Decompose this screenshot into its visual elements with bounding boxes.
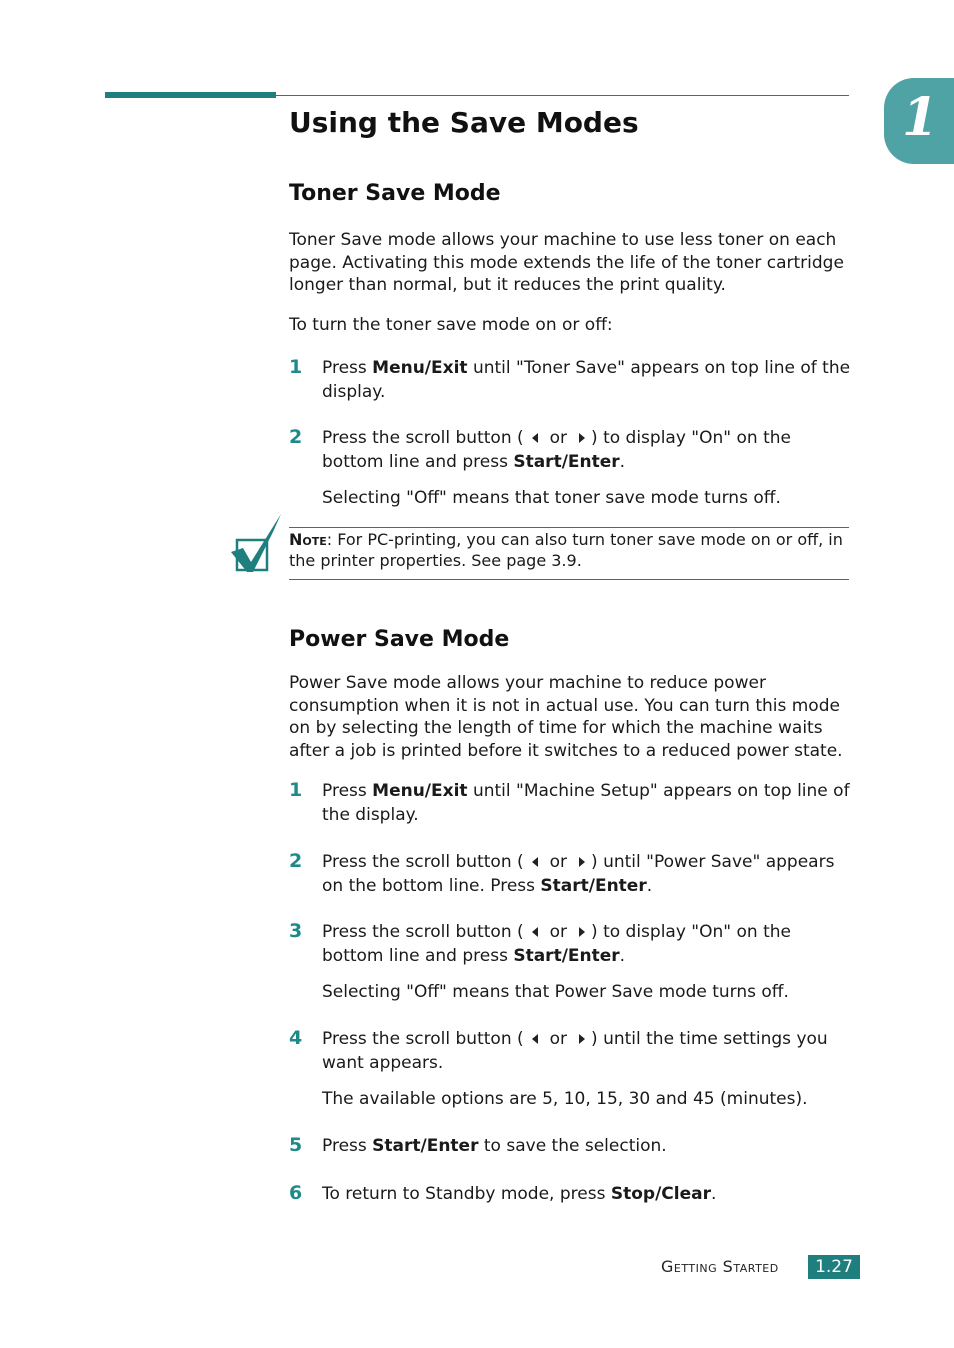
- power-step-4-subtext: The available options are 5, 10, 15, 30 and 45 (minutes).: [322, 1089, 808, 1109]
- checkmark-note-icon: [229, 512, 285, 576]
- toner-lead: To turn the toner save mode on or off:: [289, 315, 613, 335]
- page-number: 1.27: [808, 1255, 860, 1279]
- toner-intro: Toner Save mode allows your machine to use less toner on each page. Activating this mode extends the life of the toner cartridge longer than normal, but it reduces the print quality.: [289, 230, 844, 295]
- power-step-2-text: Press the scroll button ( or ) until "Power Save" appears on the bottom line. Press Start/Enter.: [322, 852, 835, 896]
- scroll-left-icon: [532, 1034, 538, 1044]
- power-step-3-subtext: Selecting "Off" means that Power Save mode turns off.: [322, 982, 789, 1002]
- power-step-3-number: 3: [289, 920, 303, 942]
- toner-step-2-number: 2: [289, 426, 303, 448]
- scroll-left-icon: [532, 433, 538, 443]
- page-title: Using the Save Modes: [289, 106, 639, 139]
- note-text: Note: For PC-printing, you can also turn toner save mode on or off, in the printer properties. See page 3.9.: [289, 530, 843, 570]
- power-step-6-text: To return to Standby mode, press Stop/Clear.: [322, 1184, 717, 1204]
- power-step-1-number: 1: [289, 779, 303, 801]
- scroll-right-icon: [579, 857, 585, 867]
- toner-step-1-text: Press Menu/Exit until "Toner Save" appears on top line of the display.: [322, 358, 851, 402]
- power-step-5-number: 5: [289, 1134, 303, 1156]
- scroll-left-icon: [532, 927, 538, 937]
- toner-step-1-number: 1: [289, 356, 303, 378]
- scroll-right-icon: [579, 433, 585, 443]
- footer-section-label: Getting Started: [661, 1257, 779, 1276]
- power-intro: Power Save mode allows your machine to reduce power consumption when it is not in actual use. You can turn this mode on by selecting the length of time for which the machine waits after a job is printed before it switches to a reduced power state.: [289, 673, 843, 761]
- note-label: Note: [289, 530, 327, 549]
- chapter-tab-number: 1: [902, 87, 939, 148]
- note-box: [289, 527, 849, 580]
- toner-step-2-text: Press the scroll button ( or ) to display "On" on the bottom line and press Start/Enter.: [322, 428, 791, 472]
- power-step-4-text: Press the scroll button ( or ) until the time settings you want appears.: [322, 1029, 828, 1073]
- power-step-4-number: 4: [289, 1027, 303, 1049]
- power-step-3-text: Press the scroll button ( or ) to display "On" on the bottom line and press Start/Enter.: [322, 922, 791, 966]
- power-step-2-number: 2: [289, 850, 303, 872]
- power-step-6-number: 6: [289, 1182, 303, 1204]
- header-rule-thick: [105, 92, 276, 98]
- toner-step-2-subtext: Selecting "Off" means that toner save mode turns off.: [322, 488, 781, 508]
- toner-section-heading: Toner Save Mode: [289, 181, 501, 206]
- scroll-right-icon: [579, 1034, 585, 1044]
- power-section-heading: Power Save Mode: [289, 627, 510, 652]
- power-step-1-text: Press Menu/Exit until "Machine Setup" appears on top line of the display.: [322, 781, 850, 825]
- power-step-5-text: Press Start/Enter to save the selection.: [322, 1136, 667, 1156]
- scroll-right-icon: [579, 927, 585, 937]
- chapter-tab: [884, 78, 954, 164]
- header-rule-thin: [276, 95, 849, 96]
- scroll-left-icon: [532, 857, 538, 867]
